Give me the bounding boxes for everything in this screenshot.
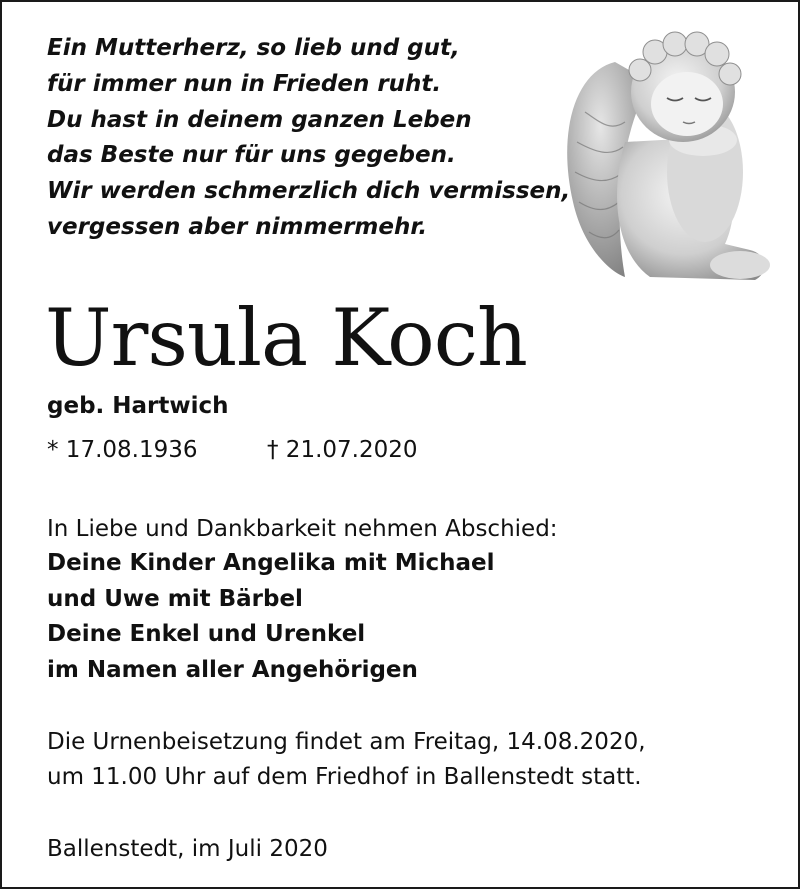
mourners-list — [47, 546, 495, 688]
poem-line: vergessen aber nimmermehr. — [47, 213, 428, 240]
place-and-date: Ballenstedt, im Juli 2020 — [47, 836, 328, 862]
burial-notice — [47, 725, 646, 795]
mourner-line: Deine Enkel und Urenkel — [47, 621, 366, 647]
poem-line: Wir werden schmerzlich dich vermissen, — [47, 178, 571, 205]
poem-line: Du hast in deinem ganzen Leben — [47, 106, 472, 133]
death-date: † 21.07.2020 — [267, 437, 418, 463]
burial-line: Die Urnenbeisetzung findet am Freitag, 14.08.2020, — [47, 729, 646, 755]
farewell-intro: In Liebe und Dankbarkeit nehmen Abschied: — [47, 516, 558, 542]
memorial-poem — [47, 31, 570, 246]
poem-line: für immer nun in Frieden ruht. — [47, 70, 442, 97]
maiden-name: geb. Hartwich — [47, 393, 229, 419]
burial-line: um 11.00 Uhr auf dem Friedhof in Ballenstedt statt. — [47, 764, 642, 790]
life-dates — [47, 437, 418, 463]
sleeping-angel-image — [555, 22, 780, 284]
poem-line: das Beste nur für uns gegeben. — [47, 142, 456, 169]
poem-line: Ein Mutterherz, so lieb und gut, — [47, 35, 460, 61]
mourner-line: im Namen aller Angehörigen — [47, 656, 418, 683]
birth-date: * 17.08.1936 — [47, 437, 198, 463]
mourner-line: und Uwe mit Bärbel — [47, 585, 303, 612]
deceased-name: Ursula Koch — [45, 292, 527, 384]
mourner-line: Deine Kinder Angelika mit Michael — [47, 550, 495, 576]
